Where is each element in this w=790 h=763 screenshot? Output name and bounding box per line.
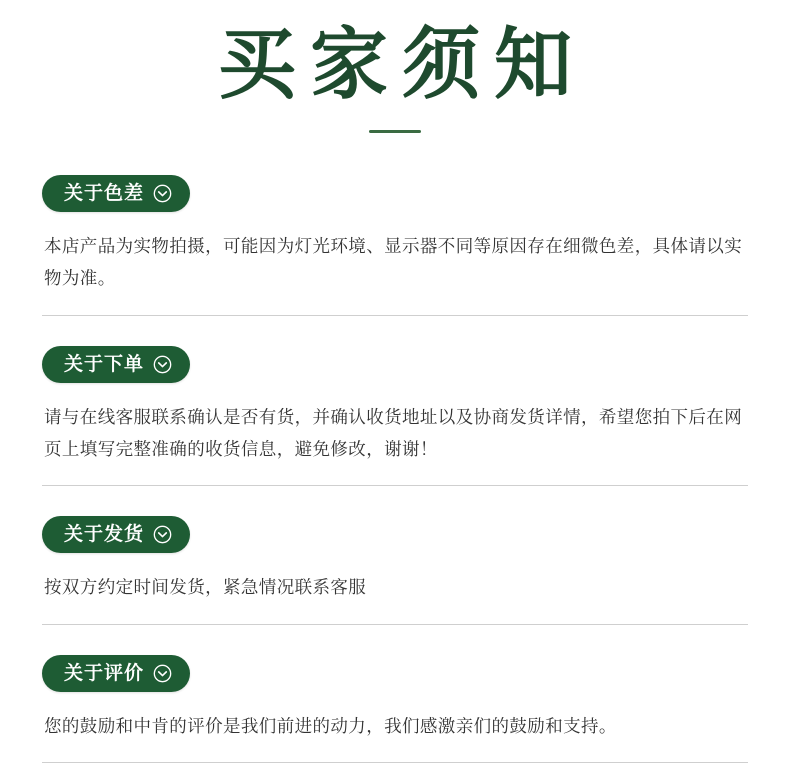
section-body-text: 本店产品为实物拍摄，可能因为灯光环境、显示器不同等原因存在细微色差，具体请以实物为准。 bbox=[44, 235, 743, 289]
section-title: 关于发货 bbox=[64, 524, 145, 546]
section-body-text: 按双方约定时间发货，紧急情况联系客服 bbox=[44, 577, 367, 598]
chevron-down-circle-icon[interactable] bbox=[153, 184, 172, 203]
section-header-badge[interactable] bbox=[42, 346, 190, 383]
chevron-down-circle-icon[interactable] bbox=[153, 664, 172, 683]
notice-sections bbox=[0, 175, 790, 763]
section-title: 关于色差 bbox=[64, 182, 145, 204]
section-divider bbox=[42, 485, 748, 486]
section-color-difference bbox=[42, 175, 748, 316]
section-header-badge[interactable] bbox=[42, 655, 190, 692]
section-reviews bbox=[42, 655, 748, 763]
section-title: 关于评价 bbox=[64, 662, 145, 684]
chevron-down-circle-icon[interactable] bbox=[153, 525, 172, 544]
title-underline-rule bbox=[369, 130, 421, 133]
section-ordering bbox=[42, 346, 748, 487]
section-header-badge[interactable] bbox=[42, 175, 190, 212]
section-shipping bbox=[42, 516, 748, 624]
page-title: 买家须知 bbox=[217, 19, 586, 110]
section-body-text: 请与在线客服联系确认是否有货，并确认收货地址以及协商发货详情，希望您拍下后在网页上填写完整准确的收货信息，避免修改，谢谢！ bbox=[44, 406, 743, 459]
section-body-text: 您的鼓励和中肯的评价是我们前进的动力，我们感激亲们的鼓励和支持。 bbox=[44, 715, 617, 736]
chevron-down-circle-icon[interactable] bbox=[153, 355, 172, 374]
section-title: 关于下单 bbox=[64, 353, 145, 375]
page-header bbox=[0, 0, 790, 133]
section-divider bbox=[42, 624, 748, 625]
section-divider bbox=[42, 315, 748, 316]
section-header-badge[interactable] bbox=[42, 516, 190, 553]
